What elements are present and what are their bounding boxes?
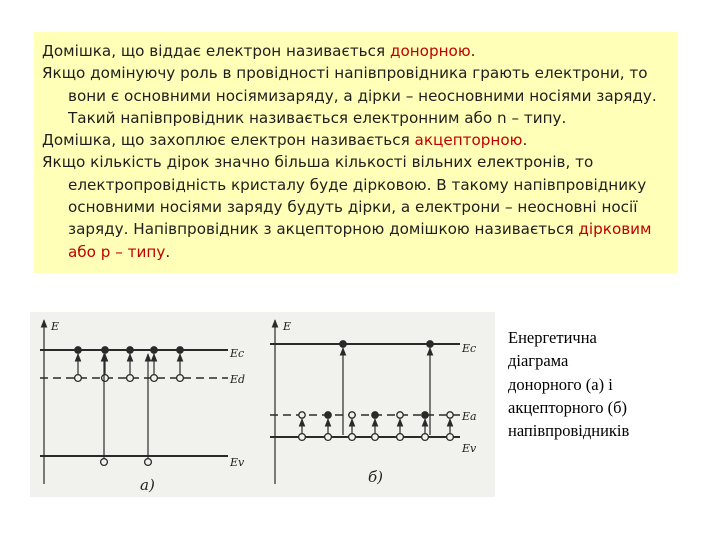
acceptor-state-circle (447, 412, 453, 418)
caption-line: діаграма (508, 351, 569, 371)
caption-line: донорного (а) і (508, 374, 613, 394)
electron-dot (127, 347, 133, 353)
donor-ion-circle (127, 375, 134, 382)
hole-circle (325, 434, 332, 441)
paragraph-text: Якщо кількість дірок значно більша кількості вільних електронів, то електропровідність кристалу буде дірковою. В такому напівпровіднику основними носіями заряду будуть дірки, а електрони – неосновні носії заряду. Напівпровідник з акцепторною домішкою називається (42, 153, 647, 239)
hole-circle (447, 434, 454, 441)
axis-label-e: E (51, 320, 60, 333)
highlighted-term-p-type: дірковим або р – типу (68, 220, 652, 261)
energy-diagram-svg (30, 312, 495, 497)
acceptor-state-circle (422, 412, 428, 418)
acceptor-state-circle (299, 412, 305, 418)
acceptor-state-circle (325, 412, 331, 418)
level-label-ev: Ev (230, 456, 245, 469)
hole-circle (145, 459, 152, 466)
level-label-ec: Ec (462, 342, 477, 355)
hole-circle (101, 459, 108, 466)
energy-diagram-figure (30, 312, 495, 497)
level-label-ed: Ed (230, 373, 246, 386)
highlighted-term-donor: донорною (389, 42, 471, 60)
panel-label-b: б) (368, 468, 384, 486)
donor-ion-circle (177, 375, 184, 382)
electron-dot (151, 347, 157, 353)
level-label-ev: Ev (462, 442, 477, 455)
hole-circle (349, 434, 356, 441)
electron-dot (75, 347, 81, 353)
hole-circle (422, 434, 429, 441)
paragraph-text: . (165, 242, 171, 261)
hole-circle (397, 434, 404, 441)
axis-label-e: E (283, 320, 292, 333)
donor-ion-circle (151, 375, 158, 382)
electron-dot (340, 341, 346, 347)
electron-dot (427, 341, 433, 347)
highlighted-term-acceptor: акцепторною (414, 131, 523, 150)
paragraph-text: Домішка, що захоплює електрон називається (42, 131, 415, 150)
paragraph-donor-definition (42, 40, 674, 62)
hole-circle (372, 434, 379, 441)
caption-line: напівпровідників (508, 421, 630, 441)
hole-circle (299, 434, 306, 441)
level-label-ec: Ec (230, 347, 245, 360)
acceptor-state-circle (349, 412, 355, 418)
paragraph-text: Домішка, що віддає електрон називається (42, 42, 390, 60)
donor-ion-circle (102, 375, 109, 382)
caption-line: Енергетична (508, 328, 597, 347)
text-panel (34, 32, 678, 273)
electron-dot (177, 347, 183, 353)
paragraph-text: . (522, 131, 528, 150)
paragraph-acceptor-definition (42, 129, 674, 151)
panel-label-a: a) (140, 476, 155, 494)
level-label-ea: Ea (462, 410, 477, 423)
donor-ion-circle (75, 375, 82, 382)
acceptor-state-circle (372, 412, 378, 418)
acceptor-diagram (270, 320, 477, 486)
donor-diagram (40, 320, 245, 494)
paragraph-text: . (470, 42, 476, 60)
paragraph-n-type: Якщо домінуючу роль в провідності напівпровідника грають електрони, то вони є основними носіямизаряду, а дірки – неосновними носіями заряду. Такий напівпровідник називається електронним або n – типу. (42, 64, 657, 127)
electron-dot (102, 347, 108, 353)
caption-line: акцепторного (б) (508, 397, 628, 417)
paragraph-p-type (42, 151, 674, 262)
acceptor-state-circle (397, 412, 403, 418)
figure-caption (508, 326, 688, 442)
